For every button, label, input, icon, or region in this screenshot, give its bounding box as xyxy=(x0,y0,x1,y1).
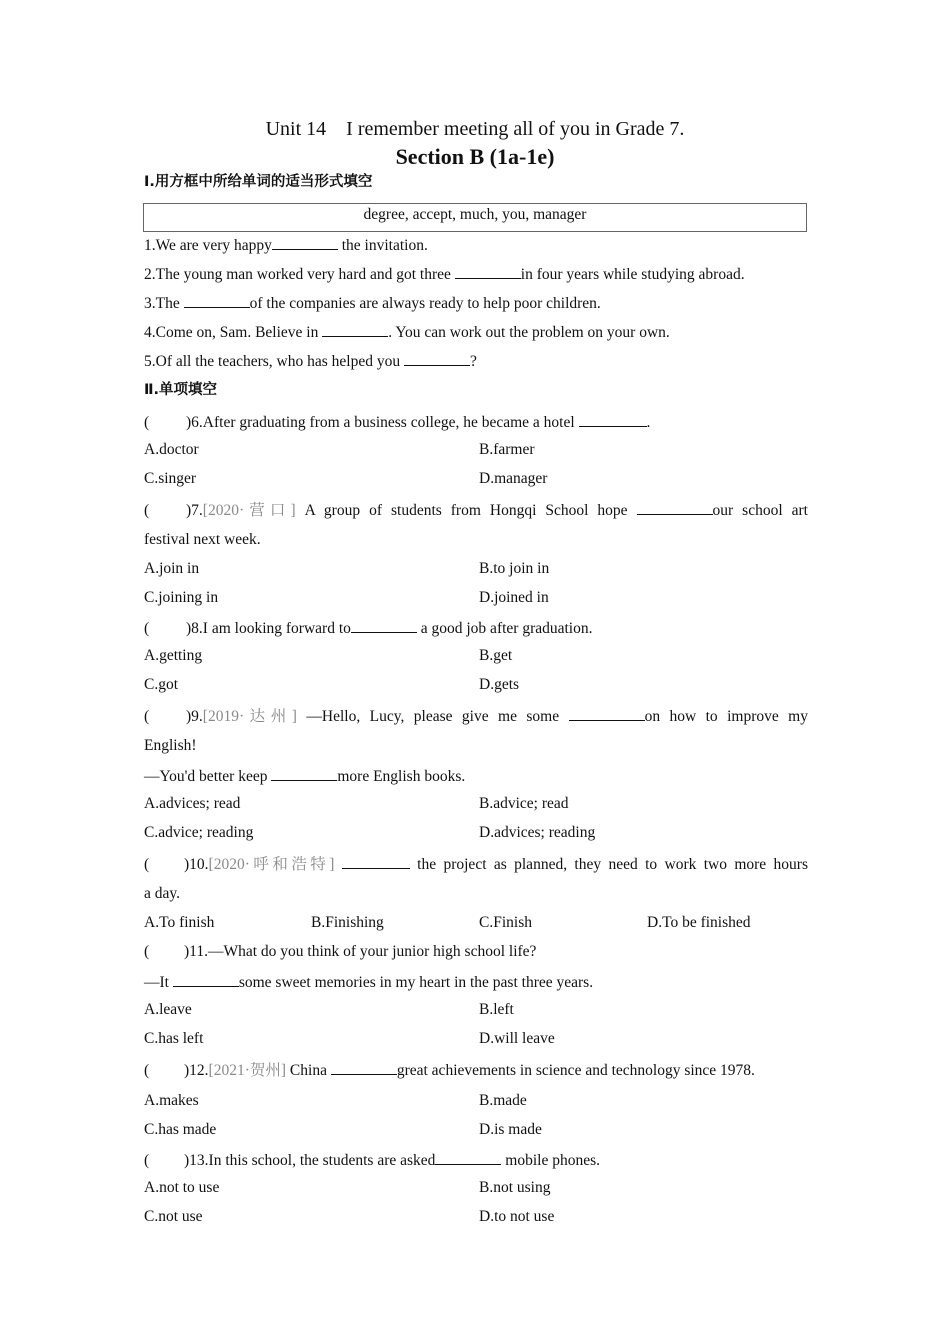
answer-blank xyxy=(569,705,645,721)
option-b: B.advice; read xyxy=(479,795,569,812)
answer-paren[interactable]: ( xyxy=(144,1062,150,1079)
question-2: 2.The young man worked very hard and got three in four years while studying abroad. xyxy=(144,263,808,285)
answer-blank xyxy=(435,1149,501,1165)
answer-blank[interactable] xyxy=(455,263,521,279)
question-1: 1.We are very happy the invitation. xyxy=(144,234,808,256)
option-d: D.gets xyxy=(479,676,520,693)
section-2-heading: Ⅱ.单项填空 xyxy=(144,382,218,398)
question-9-cont: English! xyxy=(144,737,197,754)
question-8: ( )8.I am looking forward to a good job after graduation. xyxy=(144,617,808,639)
question-6: ( )6.After graduating from a business college, he became a hotel . xyxy=(144,411,808,433)
option-a: A.join in xyxy=(144,560,200,577)
answer-blank xyxy=(271,765,337,781)
word-box: degree, accept, much, you, manager xyxy=(143,203,807,232)
option-b: B.made xyxy=(479,1092,527,1109)
question-4: 4.Come on, Sam. Believe in . You can work out the problem on your own. xyxy=(144,321,808,343)
source-tag: [2021·贺州] xyxy=(208,1062,287,1079)
option-b: B.get xyxy=(479,647,513,664)
answer-paren[interactable]: ( xyxy=(144,856,150,873)
option-c: C.got xyxy=(144,676,179,693)
option-d: D.To be finished xyxy=(647,914,751,931)
page-subtitle: Section B (1a-1e) xyxy=(395,144,555,169)
option-c: C.not use xyxy=(144,1208,203,1225)
option-b: B.farmer xyxy=(479,441,535,458)
option-a: A.advices; read xyxy=(144,795,241,812)
option-c: C.Finish xyxy=(479,914,532,931)
answer-paren[interactable]: ( xyxy=(144,414,150,431)
option-a: A.getting xyxy=(144,647,203,664)
option-b: B.left xyxy=(479,1001,514,1018)
option-c: C.has left xyxy=(144,1030,204,1047)
option-a: A.To finish xyxy=(144,914,215,931)
answer-blank xyxy=(331,1059,397,1075)
question-9: ( )9.[2019·达州] —Hello, Lucy, please give me some on how to improve my xyxy=(144,705,808,727)
question-12: ( )12.[2021·贺州] China great achievements in science and technology since 1978. xyxy=(144,1059,808,1081)
answer-paren[interactable]: ( xyxy=(144,708,150,725)
question-7-cont: festival next week. xyxy=(144,531,261,548)
answer-blank[interactable] xyxy=(322,321,388,337)
section-1-heading: Ⅰ.用方框中所给单词的适当形式填空 xyxy=(144,174,373,190)
question-3: 3.The of the companies are always ready to help poor children. xyxy=(144,292,808,314)
option-a: A.not to use xyxy=(144,1179,220,1196)
answer-blank xyxy=(173,971,239,987)
option-c: C.has made xyxy=(144,1121,217,1138)
question-10: ( )10.[2020·呼和浩特] the project as planned, they need to work two more hours xyxy=(144,853,808,875)
question-10-cont: a day. xyxy=(144,885,181,902)
answer-paren[interactable]: ( xyxy=(144,620,150,637)
option-d: D.manager xyxy=(479,470,548,487)
option-a: A.makes xyxy=(144,1092,199,1109)
option-c: C.advice; reading xyxy=(144,824,254,841)
option-d: D.is made xyxy=(479,1121,542,1138)
option-a: A.doctor xyxy=(144,441,199,458)
option-d: D.joined in xyxy=(479,589,549,606)
answer-blank xyxy=(342,853,410,869)
source-tag: [2020·营口] xyxy=(202,502,296,519)
question-9-line2: —You'd better keep more English books. xyxy=(144,765,808,787)
option-b: B.not using xyxy=(479,1179,551,1196)
answer-blank[interactable] xyxy=(272,234,338,250)
source-tag: [2020·呼和浩特] xyxy=(208,856,335,873)
answer-blank xyxy=(637,499,713,515)
answer-blank xyxy=(351,617,417,633)
option-a: A.leave xyxy=(144,1001,192,1018)
source-tag: [2019·达州] xyxy=(202,708,297,725)
question-7: ( )7.[2020·营口] A group of students from Hongqi School hope our school art xyxy=(144,499,808,521)
option-d: D.will leave xyxy=(479,1030,555,1047)
question-11: ( )11.—What do you think of your junior high school life? xyxy=(144,943,537,960)
answer-blank[interactable] xyxy=(184,292,250,308)
option-d: D.advices; reading xyxy=(479,824,596,841)
option-c: C.joining in xyxy=(144,589,219,606)
answer-paren[interactable]: ( xyxy=(144,502,150,519)
question-13: ( )13.In this school, the students are asked mobile phones. xyxy=(144,1149,808,1171)
option-c: C.singer xyxy=(144,470,197,487)
question-5: 5.Of all the teachers, who has helped you ? xyxy=(144,350,808,372)
answer-blank[interactable] xyxy=(404,350,470,366)
option-b: B.Finishing xyxy=(311,914,384,931)
answer-paren[interactable]: ( xyxy=(144,943,150,960)
answer-blank xyxy=(579,411,647,427)
option-d: D.to not use xyxy=(479,1208,555,1225)
page-title: Unit 14 I remember meeting all of you in Grade 7. xyxy=(265,118,685,140)
question-11-line2: —It some sweet memories in my heart in the past three years. xyxy=(144,971,808,993)
answer-paren[interactable]: ( xyxy=(144,1152,150,1169)
option-b: B.to join in xyxy=(479,560,550,577)
